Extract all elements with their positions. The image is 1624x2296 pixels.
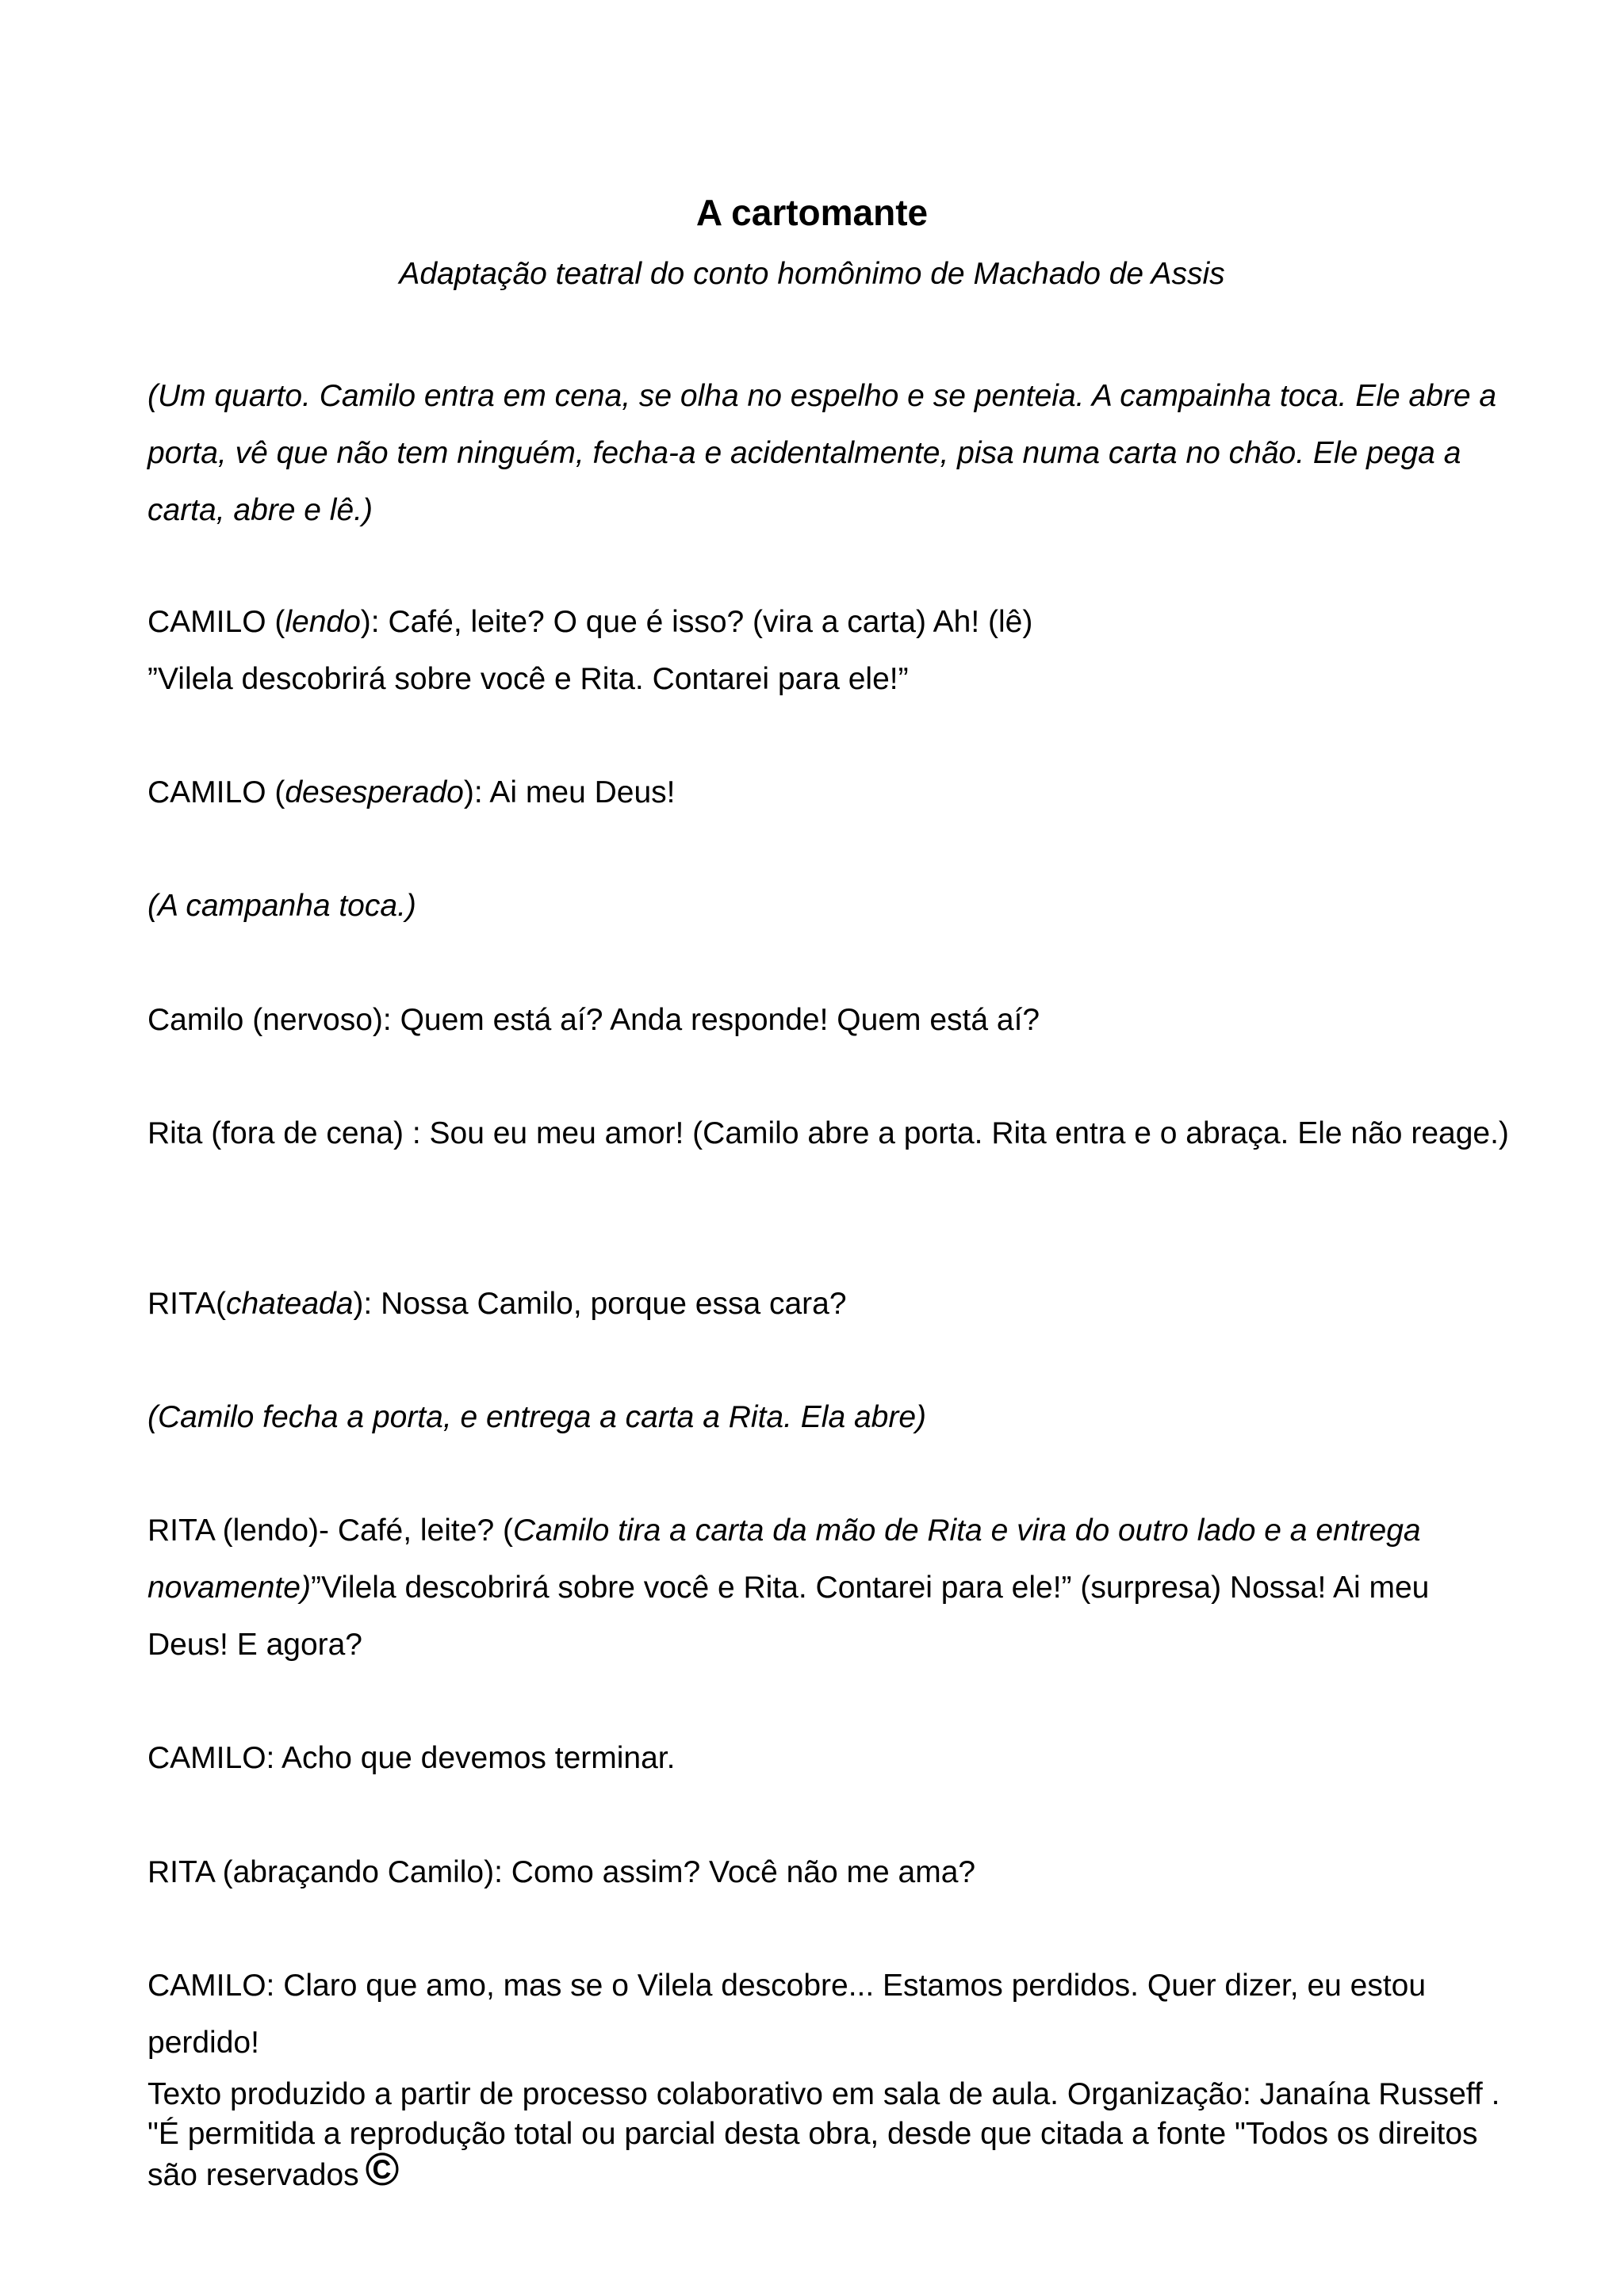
dialogue-segment: lendo bbox=[285, 605, 361, 639]
dialogue-segment: RITA (lendo)- Café, leite? ( bbox=[147, 1513, 513, 1548]
dialogue-segment: ): Ai meu Deus! bbox=[463, 775, 676, 809]
stage-direction bbox=[147, 878, 1511, 935]
dialogue-line bbox=[147, 764, 1511, 821]
paragraph-text: (A campanha toca.) bbox=[147, 889, 416, 923]
copyright-footer bbox=[147, 2075, 1511, 2194]
paragraph-text: CAMILO: Acho que devemos terminar. bbox=[147, 1741, 676, 1775]
dialogue-segment: ”Vilela descobrirá sobre você e Rita. Contarei para ele!” (surpresa) Nossa! Ai meu Deus! E agora? bbox=[147, 1571, 1430, 1662]
paragraph-text: CAMILO: Claro que amo, mas se o Vilela descobre... Estamos perdidos. Quer dizer, eu estou perdido! bbox=[147, 1969, 1427, 2060]
dialogue-segment: ): Nossa Camilo, porque essa cara? bbox=[353, 1287, 847, 1321]
dialogue-segment: ”Vilela descobrirá sobre você e Rita. Contarei para ele!” bbox=[147, 662, 909, 696]
dialogue-segment: CAMILO ( bbox=[147, 605, 285, 639]
paragraph-text: (Um quarto. Camilo entra em cena, se olha no espelho e se penteia. A campainha toca. Ele abre a porta, vê que não tem ninguém, fecha-a e acidentalmente, pisa numa carta no chão. Ele pega a carta, abre e lê.) bbox=[147, 379, 1497, 527]
dialogue-line bbox=[147, 1105, 1511, 1162]
footer-text: Texto produzido a partir de processo colaborativo em sala de aula. Organização: Janaína Russeff . "É permitida a reprodução total ou parcial desta obra, desde que citada a fonte "Todos os direitos são reservados bbox=[147, 2077, 1500, 2192]
paragraph-text: Camilo (nervoso): Quem está aí? Anda responde! Quem está aí? bbox=[147, 1003, 1040, 1037]
paragraph-text: RITA (abraçando Camilo): Como assim? Você não me ama? bbox=[147, 1855, 976, 1889]
stage-direction bbox=[147, 1389, 1511, 1446]
dialogue-line bbox=[147, 1844, 1511, 1901]
stage-direction bbox=[147, 368, 1511, 539]
dialogue-line bbox=[147, 1276, 1511, 1333]
dialogue-segment: ): Café, leite? O que é isso? (vira a carta) Ah! (lê) bbox=[360, 605, 1033, 639]
dialogue-segment: chateada bbox=[225, 1287, 354, 1321]
dialogue-line bbox=[147, 1730, 1511, 1787]
dialogue-line bbox=[147, 594, 1511, 708]
dialogue-segment: CAMILO ( bbox=[147, 775, 285, 809]
dialogue-segment: desesperado bbox=[285, 775, 464, 809]
dialogue-segment: RITA( bbox=[147, 1287, 226, 1321]
dialogue-line bbox=[147, 1502, 1511, 1674]
copyright-icon: © bbox=[365, 2144, 400, 2194]
paragraph-text: Rita (fora de cena) : Sou eu meu amor! (Camilo abre a porta. Rita entra e o abraça. Ele não reage.) bbox=[147, 1116, 1509, 1150]
page-title: A cartomante bbox=[695, 192, 929, 233]
dialogue-line bbox=[147, 1957, 1511, 2072]
dialogue-segment: Camilo tira a carta da mão de Rita e vira do outro lado e a entrega novamente) bbox=[147, 1513, 1421, 1605]
page-subtitle: Adaptação teatral do conto homônimo de Machado de Assis bbox=[399, 257, 1225, 291]
dialogue-line bbox=[147, 992, 1511, 1049]
paragraph-text: (Camilo fecha a porta, e entrega a carta a Rita. Ela abre) bbox=[147, 1400, 927, 1434]
